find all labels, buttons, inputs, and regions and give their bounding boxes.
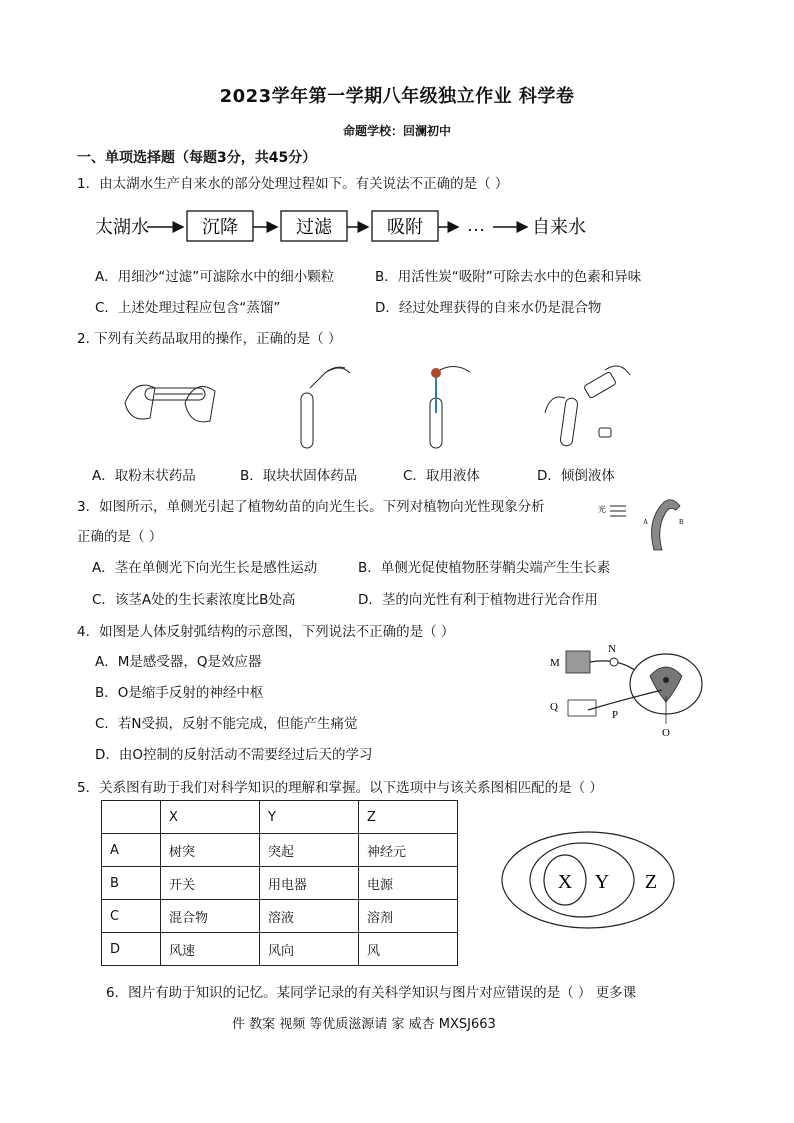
flow-step-adsorption: 吸附 [387, 217, 423, 237]
table-header-cell: X [161, 801, 260, 834]
q2-stem: 2. 下列有关药品取用的操作，正确的是（ ） [77, 331, 342, 347]
table-cell: 风 [359, 933, 458, 966]
table-row [102, 933, 458, 966]
flow-step-settling: 沉降 [202, 217, 238, 237]
table-cell: 突起 [260, 834, 359, 867]
q3-option-c: C．该茎A处的生长素浓度比B处高 [92, 592, 296, 608]
q3-option-d: D．茎的向光性有利于植物进行光合作用 [358, 592, 598, 608]
table-cell: B [102, 867, 161, 900]
table-cell: C [102, 900, 161, 933]
q1-option-b: B．用活性炭“吸附”可除去水中的色素和异味 [375, 269, 642, 285]
footer-text: 件 教案 视频 等优质滋源请 家 威杏 MXSJ663 [232, 1017, 496, 1032]
q1-flow-diagram [95, 205, 595, 245]
fig-liquid-icon [430, 366, 470, 448]
table-cell: 树突 [161, 834, 260, 867]
q1-stem: 1．由太湖水生产自来水的部分处理过程如下。有关说法不正确的是（ ） [77, 176, 509, 192]
q3-phototropism-figure [596, 492, 691, 552]
table-header-cell: Z [359, 801, 458, 834]
table-header-cell: Y [260, 801, 359, 834]
light-label: 光 [598, 505, 606, 514]
q2-option-b: B．取块状固体药品 [240, 468, 358, 484]
q4-option-b: B．O是缩手反射的神经中枢 [95, 685, 264, 701]
fig-pour-icon [545, 366, 630, 447]
table-cell: 溶液 [260, 900, 359, 933]
q4-option-d: D．由O控制的反射活动不需要经过后天的学习 [95, 747, 373, 763]
table-cell: 神经元 [359, 834, 458, 867]
label-o: O [662, 727, 670, 739]
q5-relation-table [101, 800, 458, 966]
q2-figures [115, 358, 645, 453]
table-row [102, 867, 458, 900]
fig-powder-icon [125, 385, 215, 422]
table-cell: 混合物 [161, 900, 260, 933]
point-a-label: A [643, 518, 649, 526]
q2-option-c: C．取用液体 [403, 468, 480, 484]
point-b-label: B [679, 518, 684, 526]
table-cell: 溶剂 [359, 900, 458, 933]
page-subtitle: 命题学校：回澜初中 [342, 124, 451, 138]
q1-option-a: A．用细沙“过滤”可滤除水中的细小颗粒 [95, 269, 335, 285]
q5-stem: 5．关系图有助于我们对科学知识的理解和掌握。以下选项中与该关系图相匹配的是（ ） [77, 780, 603, 796]
table-header-row [102, 801, 458, 834]
table-cell: 风速 [161, 933, 260, 966]
venn-label-x: X [557, 871, 573, 893]
q4-option-c: C．若N受损，反射不能完成，但能产生痛觉 [95, 716, 358, 732]
venn-label-y: Y [594, 871, 610, 893]
label-n: N [608, 643, 616, 655]
table-cell: D [102, 933, 161, 966]
q4-stem: 4．如图是人体反射弧结构的示意图，下列说法不正确的是（ ） [77, 624, 455, 640]
flow-step-filtering: 过滤 [296, 217, 332, 237]
q3-stem-line1: 3．如图所示，单侧光引起了植物幼苗的向光生长。下列对植物向光性现象分析 [77, 499, 545, 515]
label-p: P [612, 709, 619, 721]
flow-step-tapwater: 自来水 [532, 217, 586, 237]
table-header-cell [102, 801, 161, 834]
table-cell: 电源 [359, 867, 458, 900]
fig-solid-icon [301, 367, 350, 448]
label-m: M [550, 657, 560, 669]
q1-option-c: C．上述处理过程应包含“蒸馏” [95, 300, 281, 316]
q3-stem-line2: 正确的是（ ） [77, 529, 163, 545]
q3-option-b: B．单侧光促使植物胚芽鞘尖端产生生长素 [358, 560, 611, 576]
q5-venn-diagram [498, 828, 678, 932]
flow-step-source: 太湖水 [95, 217, 149, 237]
table-cell: 风向 [260, 933, 359, 966]
table-row [102, 900, 458, 933]
q3-option-a: A．茎在单侧光下向光生长是感性运动 [92, 560, 318, 576]
table-cell: 开关 [161, 867, 260, 900]
q2-option-a: A．取粉末状药品 [92, 468, 196, 484]
q1-option-d: D．经过处理获得的自来水仍是混合物 [375, 300, 602, 316]
q2-option-d: D．倾倒液体 [537, 468, 615, 484]
flow-step-ellipsis: … [467, 215, 485, 235]
venn-label-z: Z [644, 871, 658, 893]
q4-reflex-arc-figure [546, 636, 706, 742]
section-heading: 一、单项选择题（每题3分，共45分） [77, 150, 317, 166]
table-cell: A [102, 834, 161, 867]
table-cell: 用电器 [260, 867, 359, 900]
q6-stem: 6．图片有助于知识的记忆。某同学记录的有关科学知识与图片对应错误的是（ ） 更多课 [106, 985, 637, 1001]
page-title: 2023学年第一学期八年级独立作业 科学卷 [219, 86, 575, 107]
label-q: Q [550, 701, 558, 713]
table-row [102, 834, 458, 867]
q4-option-a: A．M是感受器，Q是效应器 [95, 654, 262, 670]
